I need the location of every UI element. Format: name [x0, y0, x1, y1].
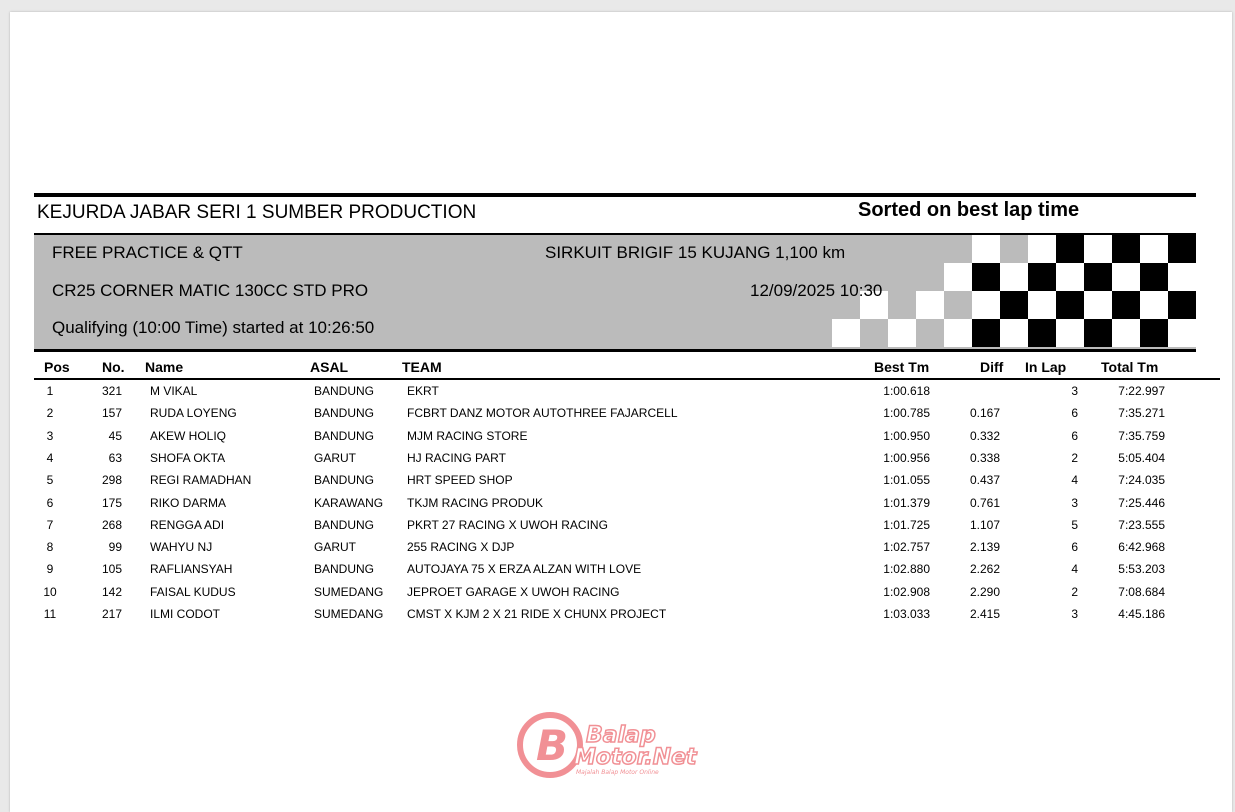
cell-best: 1:01.379 [883, 495, 930, 510]
cell-asal: KARAWANG [314, 495, 384, 510]
cell-inlap: 2 [1071, 584, 1078, 599]
col-team: TEAM [402, 359, 442, 375]
cell-total: 7:23.555 [1118, 517, 1165, 532]
cell-diff: 1.107 [969, 517, 1000, 532]
results-sheet [10, 12, 1232, 812]
col-diff: Diff [980, 359, 1004, 375]
cell-name: M VIKAL [150, 384, 198, 398]
cell-total: 7:35.759 [1118, 428, 1165, 443]
cell-inlap: 5 [1071, 517, 1078, 532]
cell-pos: 9 [46, 562, 54, 577]
cell-team: MJM RACING STORE [407, 428, 528, 443]
cell-total: 7:25.446 [1118, 495, 1165, 510]
cell-total: 6:42.968 [1118, 540, 1165, 555]
cell-total: 5:05.404 [1118, 450, 1165, 465]
sort-note: Sorted on best lap time [858, 199, 1080, 221]
table-row [10, 558, 1232, 580]
cell-diff: 0.167 [969, 406, 1000, 421]
cell-diff: 2.262 [969, 562, 1000, 577]
cell-no: 45 [108, 428, 122, 443]
cell-no: 99 [108, 540, 122, 555]
balapmotor-watermark-logo [516, 712, 736, 778]
cell-inlap: 3 [1071, 607, 1078, 621]
cell-diff: 0.437 [969, 473, 1000, 488]
cell-name: RUDA LOYENG [150, 406, 237, 421]
cell-team: CMST X KJM 2 X 21 RIDE X CHUNX PROJECT [407, 607, 667, 621]
cell-total: 7:22.997 [1118, 384, 1165, 398]
cell-name: REGI RAMADHAN [150, 473, 252, 488]
cell-best: 1:00.950 [883, 428, 930, 443]
cell-team: FCBRT DANZ MOTOR AUTOTHREE FAJARCELL [407, 406, 678, 421]
cell-pos: 4 [46, 450, 54, 465]
cell-no: 142 [101, 584, 122, 599]
cell-name: RAFLIANSYAH [150, 562, 233, 577]
cell-team: HJ RACING PART [407, 450, 506, 465]
cell-diff: 2.139 [969, 540, 1000, 555]
cell-best: 1:00.785 [883, 406, 930, 421]
cell-pos: 5 [46, 473, 54, 488]
cell-best: 1:03.033 [883, 607, 930, 621]
top-rule [34, 193, 1196, 197]
cell-best: 1:02.880 [883, 562, 930, 577]
cell-team: HRT SPEED SHOP [407, 473, 513, 488]
cell-pos: 3 [46, 428, 54, 443]
cell-no: 298 [101, 473, 122, 488]
cell-inlap: 6 [1071, 428, 1078, 443]
cell-asal: SUMEDANG [314, 607, 384, 621]
cell-inlap: 4 [1071, 562, 1078, 577]
cell-asal: BANDUNG [314, 517, 375, 532]
cell-no: 63 [108, 450, 122, 465]
col-pos: Pos [44, 359, 70, 375]
qualifying-start: Qualifying (10:00 Time) started at 10:26:50 [52, 318, 375, 337]
table-row [10, 514, 1232, 536]
cell-best: 1:00.956 [883, 450, 930, 465]
cell-total: 7:24.035 [1118, 473, 1165, 488]
cell-total: 7:08.684 [1118, 584, 1165, 599]
session-info-band [34, 233, 1196, 352]
event-title: KEJURDA JABAR SERI 1 SUMBER PRODUCTION [37, 202, 477, 223]
cell-name: SHOFA OKTA [150, 450, 226, 465]
cell-diff: 0.761 [969, 495, 1000, 510]
cell-pos: 2 [46, 406, 54, 421]
cell-team: TKJM RACING PRODUK [407, 495, 544, 510]
class-name: CR25 CORNER MATIC 130CC STD PRO [52, 281, 369, 300]
table-row [10, 425, 1232, 447]
cell-inlap: 4 [1071, 473, 1078, 488]
col-asal: ASAL [310, 359, 349, 375]
cell-asal: BANDUNG [314, 406, 375, 421]
cell-team: JEPROET GARAGE X UWOH RACING [407, 584, 620, 599]
cell-diff: 2.415 [969, 607, 1000, 621]
cell-name: AKEW HOLIQ [150, 428, 227, 443]
cell-pos: 7 [46, 517, 54, 532]
cell-total: 4:45.186 [1118, 607, 1165, 621]
svg-text:Majalah Balap Motor Online: Majalah Balap Motor Online [576, 769, 659, 776]
cell-team: AUTOJAYA 75 X ERZA ALZAN WITH LOVE [407, 562, 642, 577]
cell-no: 105 [101, 562, 122, 577]
col-best-time: Best Tm [874, 359, 930, 375]
cell-best: 1:01.725 [883, 517, 930, 532]
cell-no: 157 [101, 406, 122, 421]
col-name: Name [145, 359, 184, 375]
cell-name: RIKO DARMA [150, 495, 227, 510]
cell-pos: 10 [43, 584, 57, 599]
svg-text:Motor.Net: Motor.Net [574, 745, 697, 770]
cell-no: 268 [101, 517, 122, 532]
cell-best: 1:01.055 [883, 473, 930, 488]
cell-asal: BANDUNG [314, 384, 375, 398]
table-row [10, 402, 1232, 424]
cell-name: RENGGA ADI [150, 517, 225, 532]
table-row [10, 603, 1232, 625]
cell-best: 1:00.618 [883, 384, 930, 398]
cell-diff: 0.338 [969, 450, 1000, 465]
cell-diff: 2.290 [969, 584, 1000, 599]
cell-diff: 0.332 [969, 428, 1000, 443]
cell-team: PKRT 27 RACING X UWOH RACING [407, 517, 608, 532]
cell-inlap: 2 [1071, 450, 1078, 465]
cell-no: 217 [101, 607, 122, 621]
cell-name: WAHYU NJ [150, 540, 213, 555]
cell-total: 5:53.203 [1118, 562, 1165, 577]
cell-asal: BANDUNG [314, 562, 375, 577]
cell-pos: 8 [46, 540, 54, 555]
svg-text:B: B [536, 721, 569, 770]
cell-asal: BANDUNG [314, 473, 375, 488]
cell-best: 1:02.908 [883, 584, 930, 599]
col-total-time: Total Tm [1101, 359, 1159, 375]
col-in-lap: In Lap [1025, 359, 1067, 375]
cell-inlap: 6 [1071, 406, 1078, 421]
cell-pos: 1 [46, 384, 54, 398]
circuit-name: SIRKUIT BRIGIF 15 KUJANG 1,100 km [545, 243, 846, 262]
cell-no: 175 [101, 495, 122, 510]
cell-best: 1:02.757 [883, 540, 930, 555]
cell-no: 321 [101, 384, 122, 398]
table-row [10, 536, 1232, 558]
table-row [10, 492, 1232, 514]
cell-pos: 11 [43, 607, 57, 621]
cell-inlap: 3 [1071, 495, 1078, 510]
cell-total: 7:35.271 [1118, 406, 1165, 421]
cell-pos: 6 [46, 495, 54, 510]
session-datetime: 12/09/2025 10:30 [750, 281, 883, 300]
table-row [10, 447, 1232, 469]
table-row [10, 581, 1232, 603]
table-row [10, 380, 1232, 402]
cell-team: EKRT [407, 384, 439, 398]
cell-team: 255 RACING X DJP [407, 540, 515, 555]
cell-inlap: 3 [1071, 384, 1078, 398]
cell-asal: BANDUNG [314, 428, 375, 443]
table-row [10, 469, 1232, 491]
col-no: No. [102, 359, 125, 375]
cell-asal: GARUT [314, 450, 356, 465]
cell-name: FAISAL KUDUS [150, 584, 236, 599]
cell-asal: GARUT [314, 540, 356, 555]
cell-asal: SUMEDANG [314, 584, 384, 599]
cell-inlap: 6 [1071, 540, 1078, 555]
session-name: FREE PRACTICE & QTT [52, 243, 243, 262]
cell-name: ILMI CODOT [150, 607, 221, 621]
svg-text:Balap: Balap [586, 723, 656, 748]
